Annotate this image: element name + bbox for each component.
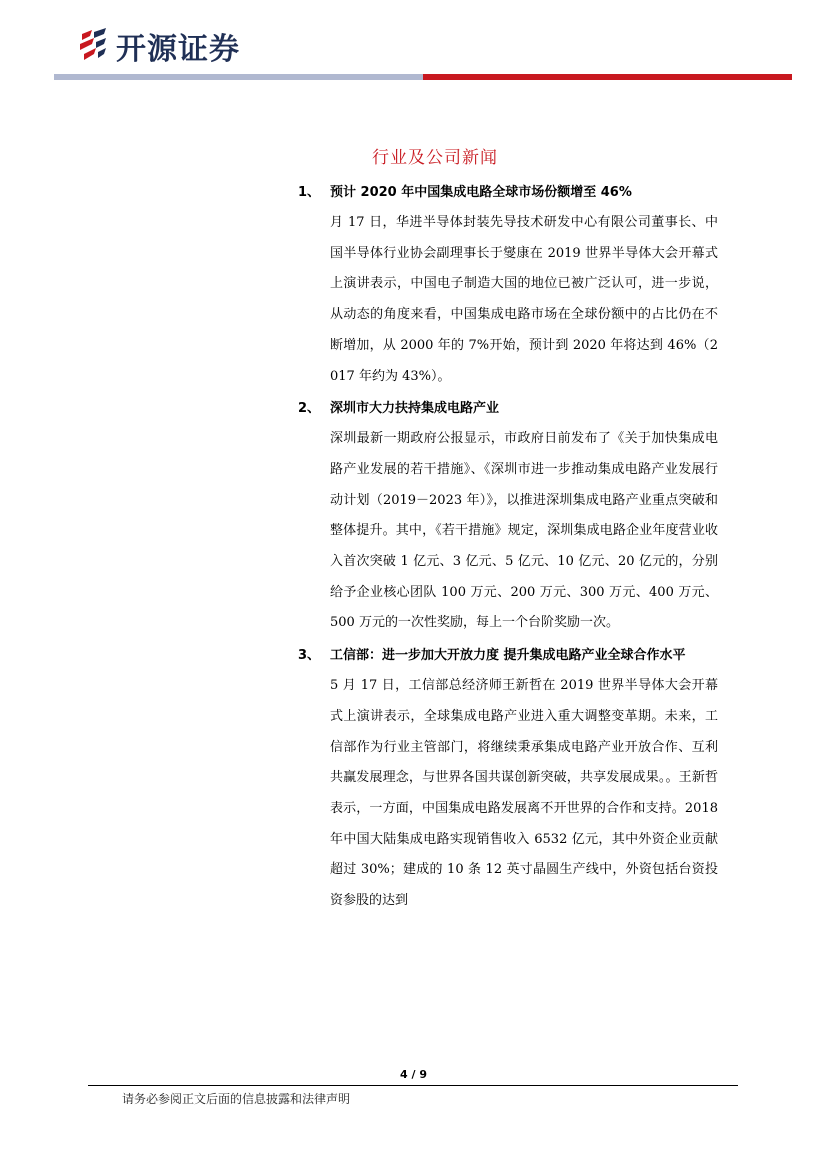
news-title: 预计 2020 年中国集成电路全球市场份额增至 46% [330,185,632,200]
news-number: 1、 [298,185,321,200]
footer-divider [88,1085,738,1086]
header-divider [54,74,792,80]
footer-disclaimer: 请务必参阅正文后面的信息披露和法律声明 [122,1092,351,1106]
news-item [298,641,718,917]
news-number: 3、 [298,648,321,664]
news-list [298,178,718,919]
header-logo [78,24,240,68]
news-heading [298,641,718,671]
news-heading [298,178,718,208]
news-number: 2、 [298,401,321,417]
news-title: 工信部：进一步加大开放力度 提升集成电路产业全球合作水平 [330,648,686,664]
brand-logo-icon [78,26,108,66]
news-item [298,394,718,639]
news-body: 5 月 17 日，工信部总经济师王新哲在 2019 世界半导体大会开幕式上演讲表示，全球集成电路产业进入重大调整变革期。未来，工信部作为行业主管部门，将继续秉承集成电路产业开放合作、互利共赢发展理念，与世界各国共谋创新突破，共享发展成果。。王新哲表示，一方面，中国集成电路发展离不开世界的合作和支持。2018 年中国大陆集成电路实现销售收入 6532 亿元，其中外资企业贡献超过 30%；建成的 10 条 12 英寸晶圆生产线中，外资包括台资投资参股的达到 [330,678,718,909]
page-number: 4 / 9 [400,1068,427,1081]
news-item [298,178,718,392]
brand-name: 开源证券 [116,32,240,67]
news-body: 深圳最新一期政府公报显示，市政府日前发布了《关于加快集成电路产业发展的若干措施》、《深圳市进一步推动集成电路产业发展行动计划（2019－2023 年）》，以推进深圳集成电路产业重点突破和整体提升。其中，《若干措施》规定，深圳集成电路企业年度营业收入首次突破 1 亿元、3 亿元、5 亿元、10 亿元、20 亿元的，分别给予企业核心团队 100 万元、200 万元、300 万元、400 万元、500 万元的一次性奖励，每上一个台阶奖励一次。 [330,431,718,631]
news-body: 月 17 日，华进半导体封装先导技术研发中心有限公司董事长、中国半导体行业协会副理事长于燮康在 2019 世界半导体大会开幕式上演讲表示，中国电子制造大国的地位已被广泛认可，进一步说，从动态的角度来看，中国集成电路市场在全球份额中的占比仍在不断增加，从 2000 年的 7%开始，预计到 2020 年将达到 46%（2017 年约为 43%）。 [330,215,718,384]
news-heading [298,394,718,424]
section-title: 行业及公司新闻 [372,148,498,168]
news-title: 深圳市大力扶持集成电路产业 [330,401,500,417]
